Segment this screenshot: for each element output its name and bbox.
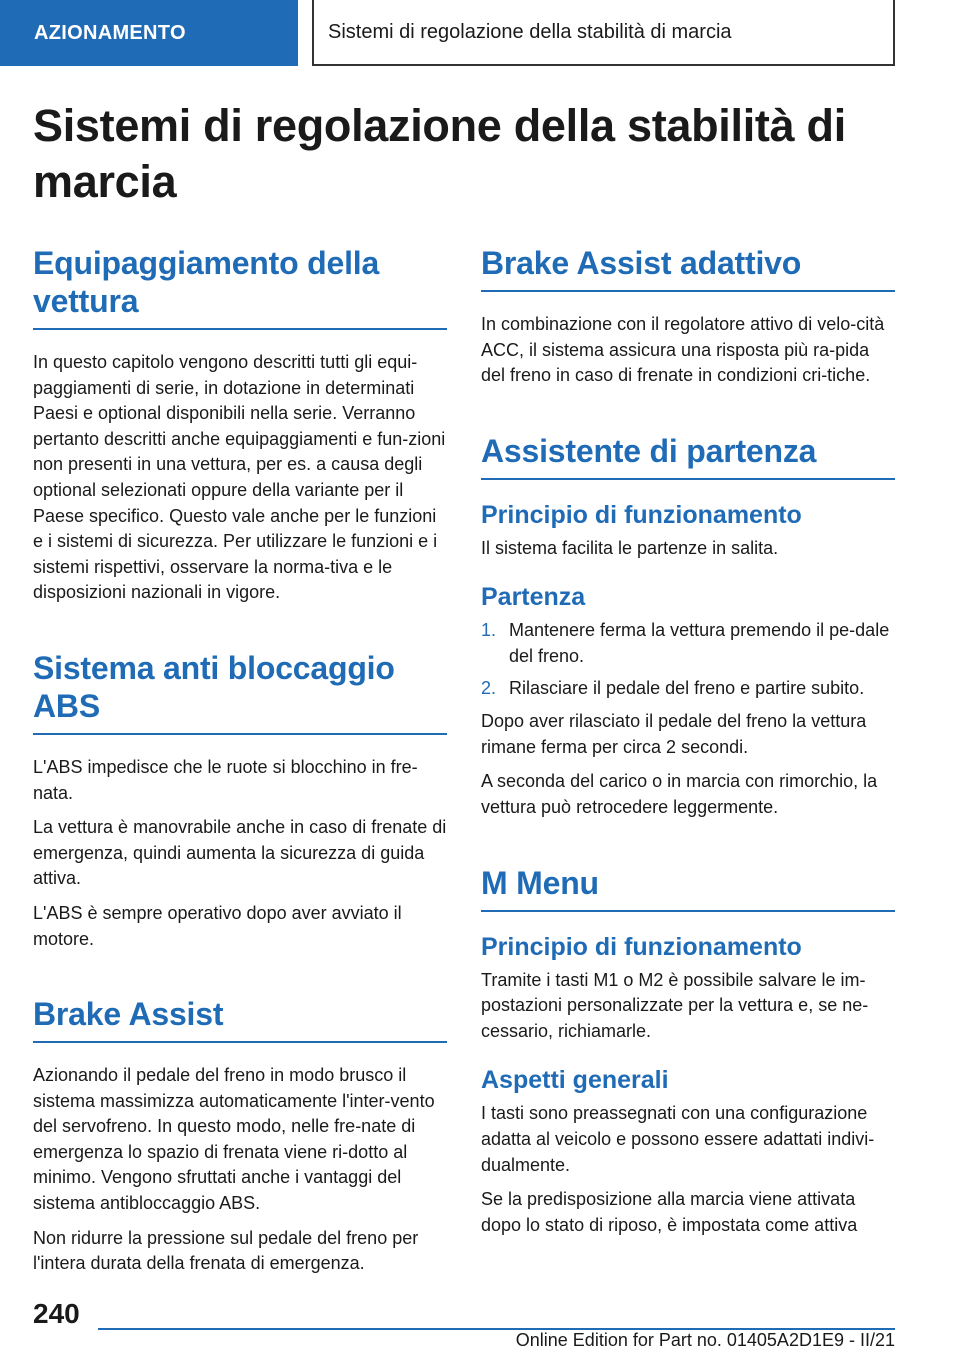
step-number: 2. (481, 677, 497, 698)
section-heading: M Menu (481, 864, 895, 912)
section-heading: Assistente di partenza (481, 432, 895, 480)
subsection-heading: Partenza (481, 583, 586, 612)
left-column (33, 244, 447, 1286)
page-title: Sistemi di regolazione della stabilità di marcia (33, 100, 846, 207)
page-number: 240 (33, 1298, 80, 1329)
paragraph: In combinazione con il regolatore attivo di velo-cità ACC, il sistema assicura una risposta più ra-pida del freno in caso di frenate in condizioni cri-tiche. (481, 314, 885, 386)
section-heading: Equipaggiamento della vettura (33, 244, 447, 330)
steps-list (481, 618, 895, 701)
paragraph: Dopo aver rilasciato il pedale del freno la vettura rimane ferma per circa 2 secondi. (481, 711, 867, 757)
section-heading: Brake Assist (33, 995, 447, 1043)
paragraph: Tramite i tasti M1 o M2 è possibile salvare le im-postazioni personalizzate per la vettura e, se ne-cessario, richiamarle. (481, 969, 869, 1041)
footer-edition: Online Edition for Part no. 01405A2D1E9 - II/21 (515, 1330, 895, 1350)
section-brake-assist-adattivo (481, 244, 895, 389)
section-heading: Sistema anti bloccaggio ABS (33, 649, 447, 735)
paragraph: Se la predisposizione alla marcia viene attivata dopo lo stato di riposo, è impostata come attiva (481, 1189, 858, 1235)
paragraph: L'ABS è sempre operativo dopo aver avviato il motore. (33, 902, 402, 949)
section-equipaggiamento (33, 244, 447, 606)
paragraph: Azionando il pedale del freno in modo brusco il sistema massimizza automaticamente l'inter-vento del servofreno. In questo modo, nelle fre-nate di emergenza lo spazio di frenata viene ri-dotto al minimo. Vengono sfruttati anche i vantaggi del sistema antibloccaggio ABS. (33, 1065, 435, 1214)
section-brake-assist (33, 995, 447, 1277)
paragraph: A seconda del carico o in marcia con rimorchio, la vettura può retrocedere leggermente. (481, 771, 878, 817)
paragraph: L'ABS impedisce che le ruote si blocchino in fre-nata. (33, 756, 418, 803)
paragraph: La vettura è manovrabile anche in caso di frenate di emergenza, quindi aumenta la sicurezza di guida attiva. (33, 817, 447, 889)
header-chapter-label: Sistemi di regolazione della stabilità di marcia (328, 20, 732, 43)
header-chapter-box (312, 0, 895, 66)
step-text: Rilasciare il pedale del freno e partire subito. (509, 677, 865, 698)
section-m-menu (481, 864, 895, 1239)
paragraph: In questo capitolo vengono descritti tutti gli equi-paggiamenti di serie, in dotazione in determinati Paesi e optional disponibili nella serie. Verranno pertanto descritti anche equipaggiamenti e fun-zioni non presenti in una vettura, per es. a causa degli optional selezionati oppure della variante per il Paese specifico. Questo vale anche per le funzioni e i sistemi di sicurezza. Per utilizzare le funzioni e i sistemi rispettivi, osservare la norma-tiva e le disposizioni nazionali in vigore. (33, 352, 446, 603)
step-text: Mantenere ferma la vettura premendo il pe-dale del freno. (509, 620, 890, 666)
step-number: 1. (481, 620, 497, 641)
subsection-heading: Principio di funzionamento (481, 500, 802, 529)
paragraph: I tasti sono preassegnati con una configurazione adatta al veicolo e possono essere adattati indivi-dualmente. (481, 1103, 875, 1175)
section-heading: Brake Assist adattivo (481, 244, 895, 292)
subsection-heading: Aspetti generali (481, 1066, 669, 1095)
header-section-label: AZIONAMENTO (34, 21, 186, 44)
section-assistente-partenza (481, 432, 895, 821)
list-item (481, 676, 895, 702)
paragraph: Non ridurre la pressione sul pedale del freno per l'intera durata della frenata di emergenza. (33, 1227, 419, 1274)
section-abs (33, 649, 447, 952)
subsection-heading: Principio di funzionamento (481, 932, 802, 961)
right-column (481, 244, 895, 1247)
header-section-tab (0, 0, 298, 66)
paragraph: Il sistema facilita le partenze in salita. (481, 537, 779, 558)
list-item (481, 618, 895, 669)
